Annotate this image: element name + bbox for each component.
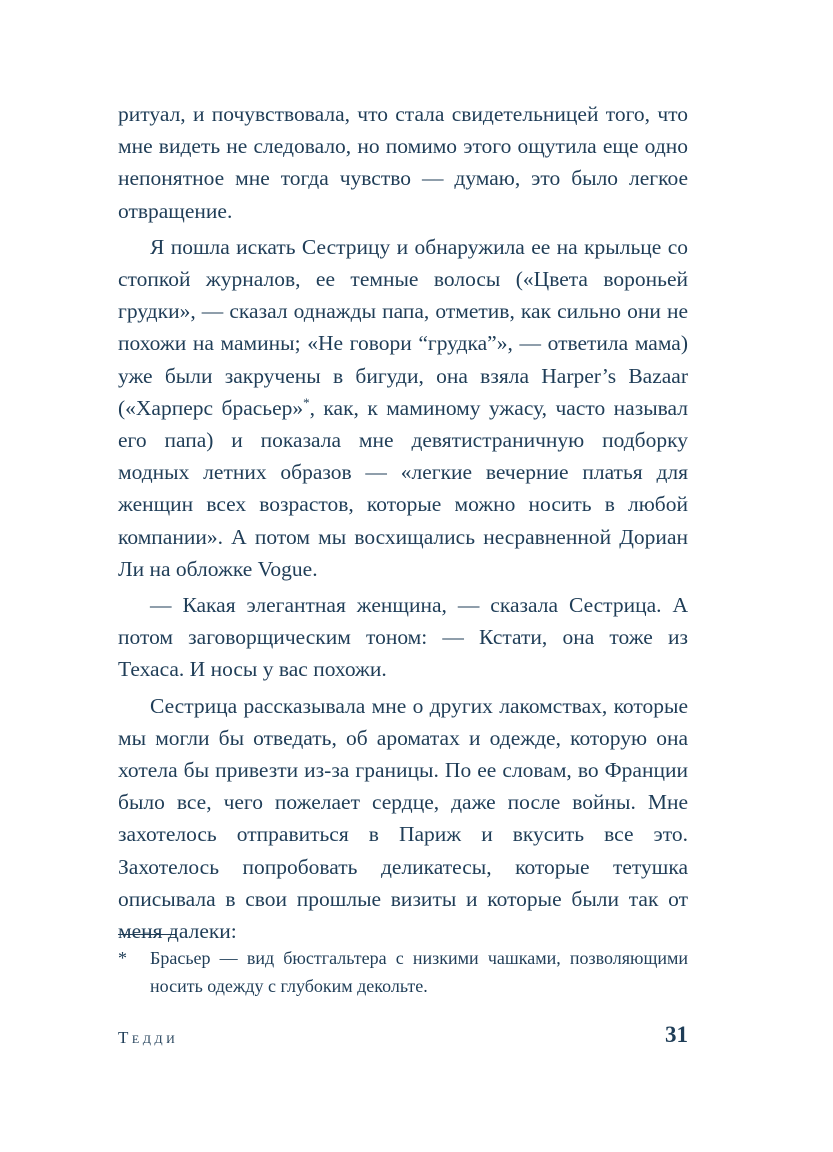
page-number: 31 — [665, 1022, 688, 1047]
footnote — [118, 944, 688, 1000]
paragraph-1-line-3: еще одно непонятное мне тогда чувство — думаю, это было — [118, 134, 689, 191]
footnote-text: Брасьер — вид бюстгальтера с низкими чашками, позволяющими носить одежду с глубоким декольте. — [150, 948, 688, 996]
paragraph-2-text-a: Я пошла искать Сестрицу и обнаружила ее на крыльце со стопкой журналов, ее темные волосы («Цвета вороньей грудки», — сказал однажды папа, отметив, как сильно они не похожи на мамины; «Не говори “грудка”», — ответила мама) уже были закручены в бигуди, она взяла Harper’s Bazaar («Харперс брасьер» — [118, 234, 688, 420]
paragraph-1-line-2: что мне видеть не следовало, но помимо этого ощутила — [118, 102, 689, 159]
paragraph-1 — [118, 98, 688, 227]
paragraph-2-text-b: , как, к маминому ужасу, часто называл его папа) и показала мне девятистраничную подборку модных летних образов — «легкие вечерние платья для женщин всех возрастов, которые можно носить в любой компании». А потом мы восхищались несравненной Дориан Ли на обложке Vogue. — [118, 395, 688, 581]
paragraph-4: Сестрица рассказывала мне о других лакомствах, которые мы могли бы отведать, об ароматах и одежде, которую она хотела бы привезти из-за границы. По ее словам, во Франции было все, чего пожелает сердце, даже после войны. Мне захотелось отправиться в Париж и вкусить все это. Захотелось попробовать деликатесы, которые тетушка описывала в свои прошлые визиты и которые были так от меня далеки: — [118, 693, 688, 944]
paragraph-3: — Какая элегантная женщина, — сказала Сестрица. А потом заговорщическим тоном: — Кстати, она тоже из Техаса. И носы у вас похожи. — [118, 593, 688, 682]
paragraph-2 — [118, 231, 688, 585]
running-head: Тедди — [118, 1028, 179, 1047]
footnote-marker: * — [118, 948, 127, 968]
footnote-separator — [118, 934, 176, 935]
paragraph-1-line-1: ритуал, и почувствовала, что стала свидетельницей того, — [118, 102, 651, 126]
main-text — [118, 98, 688, 947]
paragraph-1-line-4: легкое отвращение. — [118, 166, 689, 223]
footnote-reference-marker: * — [303, 394, 310, 410]
